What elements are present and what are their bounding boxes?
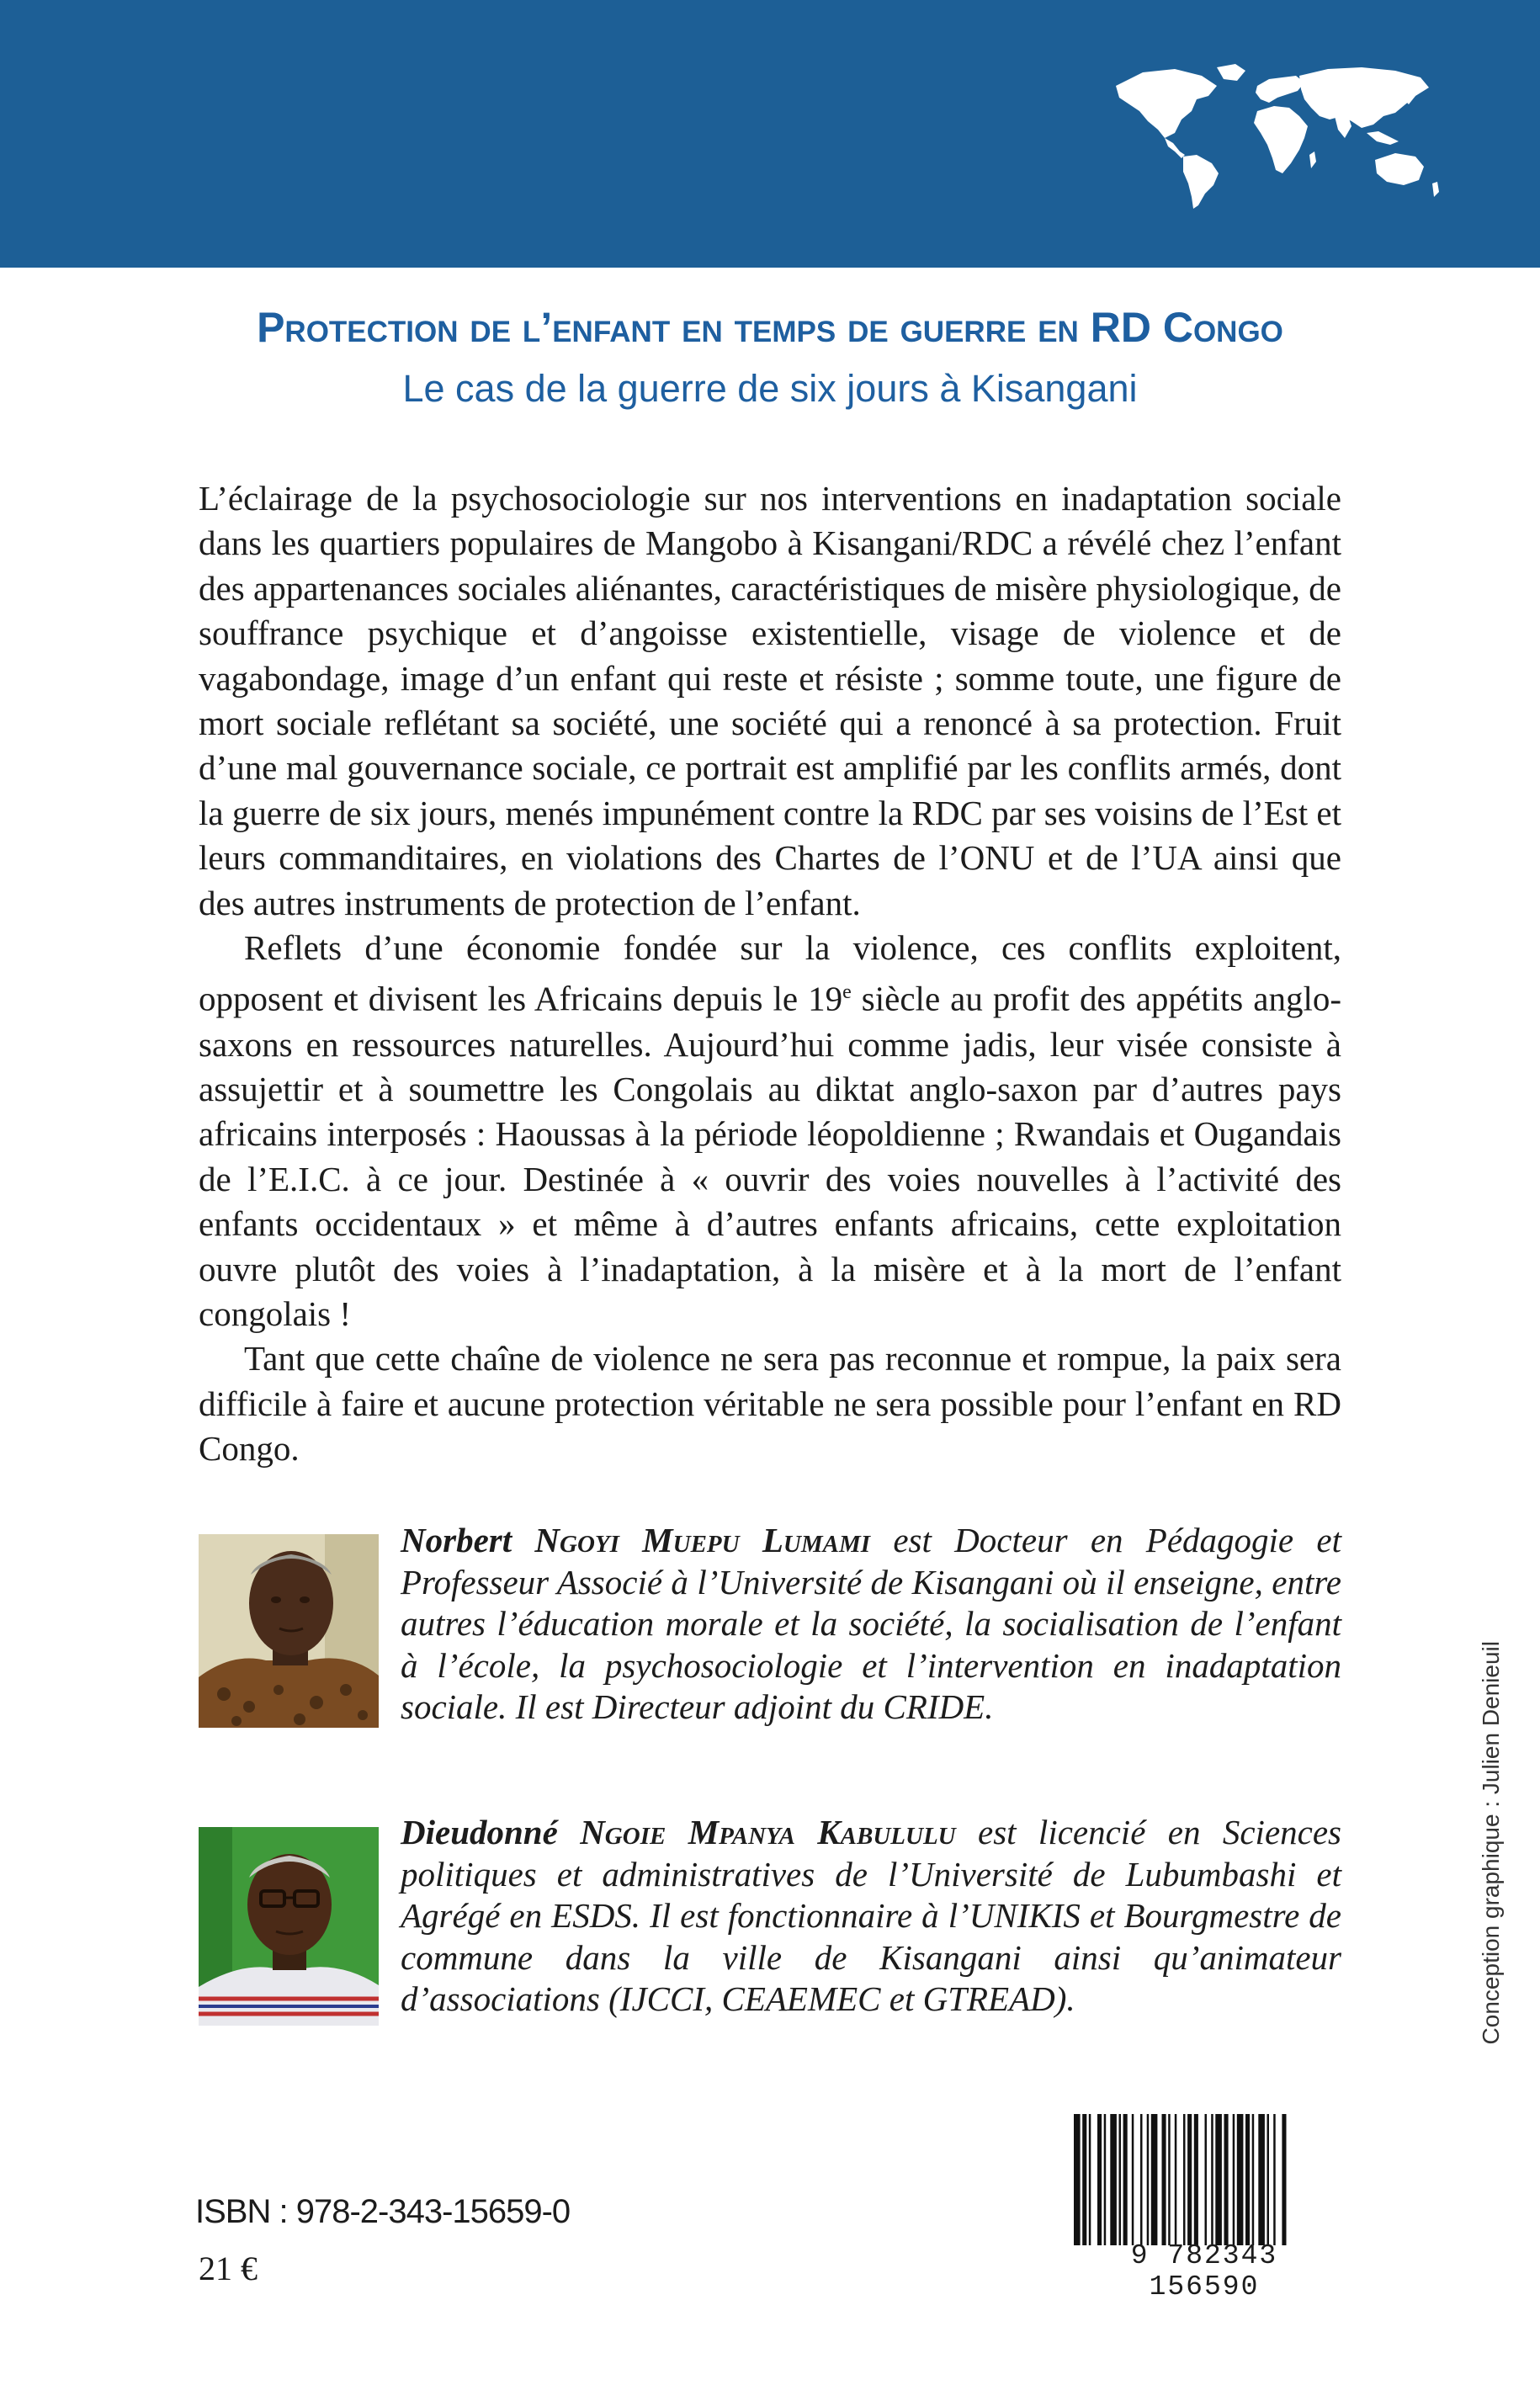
barcode-bar <box>1233 2114 1235 2245</box>
barcode-bar <box>1110 2114 1117 2245</box>
barcode-bar <box>1282 2114 1286 2245</box>
back-cover-summary <box>199 476 1341 1472</box>
barcode-bar <box>1211 2114 1213 2245</box>
author-2-last-names: Ngoie Mpanya Kabululu <box>580 1813 956 1851</box>
barcode-bar <box>1151 2114 1158 2245</box>
author-2-first-name: Dieudonné <box>401 1813 558 1851</box>
barcode-bar <box>1194 2114 1198 2245</box>
author-1-photo-spacer <box>199 1520 401 1729</box>
barcode-bar <box>1089 2114 1091 2245</box>
barcode-bar <box>1245 2114 1250 2245</box>
barcode-bar <box>1140 2114 1143 2245</box>
summary-paragraph-2-part-a: Reflets d’une économie fondée sur la violence, ces conflits exploitent, opposent et divisent les Africains depuis le 19 <box>199 928 1341 1019</box>
author-1-bio-text: est Docteur en Pédagogie et Professeur Associé à l’Université de Kisangani où il enseigne, entre autres l’éducation morale et la société, la socialisation de l’enfant à l’école, la psychosociologie et l’intervention en inadaptation sociale. Il est Directeur adjoint du CRIDE. <box>401 1521 1342 1726</box>
barcode-bars <box>1069 2114 1340 2245</box>
barcode-bar <box>1168 2114 1171 2245</box>
barcode-bar <box>1119 2114 1122 2245</box>
barcode-bar <box>1267 2114 1270 2245</box>
barcode-bar <box>1074 2114 1081 2245</box>
century-superscript: e <box>842 981 852 1004</box>
author-2-bio <box>199 1812 1341 2021</box>
header-band <box>0 0 1540 268</box>
barcode-bar <box>1123 2114 1128 2245</box>
design-credit: Conception graphique : Julien Denieuil <box>1478 1641 1504 2045</box>
barcode <box>1069 2114 1340 2303</box>
author-1-last-names: Ngoyi Muepu Lumami <box>534 1521 871 1559</box>
barcode-digits: 9 782343 156590 <box>1130 2240 1278 2303</box>
isbn: ISBN : 978-2-343-15659-0 <box>195 2193 571 2230</box>
summary-paragraph-2 <box>199 926 1341 1336</box>
barcode-bar <box>1237 2114 1244 2245</box>
barcode-bar <box>1183 2114 1186 2245</box>
barcode-bar <box>1082 2114 1086 2245</box>
summary-paragraph-1: L’éclairage de la psychosociologie sur nos interventions en inadaptation sociale dans les quartiers populaires de Mangobo à Kisangani/RDC a révélé chez l’enfant des appartenances sociales aliénantes, caractéristiques de misère physiologique, de souffrance psychique et d’angoisse existentielle, visage de violence et de vagabondage, image d’un enfant qui reste et résiste ; somme toute, une figure de mort sociale reflétant sa société, une société qui a renoncé à sa protection. Fruit d’une mal gouvernance sociale, ce portrait est amplifié par les conflits armés, dont la guerre de six jours, menés impunément contre la RDC par ses voisins de l’Est et leurs commanditaires, en violations des Chartes de l’ONU et de l’UA ainsi que des autres instruments de protection de l’enfant. <box>199 479 1341 922</box>
barcode-bar <box>1187 2114 1192 2245</box>
author-1-bio <box>199 1520 1341 1729</box>
barcode-bar <box>1215 2114 1222 2245</box>
world-map-icon <box>1109 61 1446 212</box>
barcode-bar <box>1224 2114 1229 2245</box>
summary-paragraph-3: Tant que cette chaîne de violence ne sera pas reconnue et rompue, la paix sera difficile à faire et aucune protection véritable ne sera possible pour l’enfant en RD Congo. <box>199 1339 1341 1469</box>
author-2-photo-spacer <box>199 1812 401 2021</box>
book-subtitle: Le cas de la guerre de six jours à Kisangani <box>402 367 1138 410</box>
barcode-bar <box>1205 2114 1208 2245</box>
price: 21 € <box>199 2250 258 2287</box>
book-title: Protection de l’enfant en temps de guerre en RD Congo <box>257 304 1283 351</box>
barcode-bar <box>1162 2114 1166 2245</box>
title-block <box>0 301 1540 417</box>
summary-paragraph-2-part-b: siècle au profit des appétits anglo-saxons en ressources naturelles. Aujourd’hui comme jadis, leur visée consiste à assujettir et à soumettre les Congolais au diktat anglo-saxon par d’autres pays africains interposés : Haoussas à la période léopoldienne ; Rwandais et Ougandais de l’E.I.C. à ce jour. Destinée à « ouvrir des voies nouvelles à l’activité des enfants occidentaux » et même à d’autres enfants africains, cette exploitation ouvre plutôt des voies à l’inadaptation, à la misère et à la mort de l’enfant congolais ! <box>199 980 1341 1333</box>
barcode-bar <box>1097 2114 1102 2245</box>
author-1-first-name: Norbert <box>401 1521 512 1559</box>
barcode-bar <box>1104 2114 1107 2245</box>
author-2-bio-text: est licencié en Sciences politiques et administratives de l’Université de Lubumbashi et Agrégé en ESDS. Il est fonctionnaire à l’UNIKIS et Bourgmestre de commune dans la ville de Kisangani ainsi qu’animateur d’associations (IJCCI, CEAEMEC et GTREAD). <box>401 1813 1341 2018</box>
barcode-bar <box>1273 2114 1276 2245</box>
barcode-bar <box>1258 2114 1265 2245</box>
barcode-bar <box>1147 2114 1150 2245</box>
barcode-bar <box>1252 2114 1255 2245</box>
barcode-bar <box>1175 2114 1177 2245</box>
barcode-bar <box>1132 2114 1134 2245</box>
